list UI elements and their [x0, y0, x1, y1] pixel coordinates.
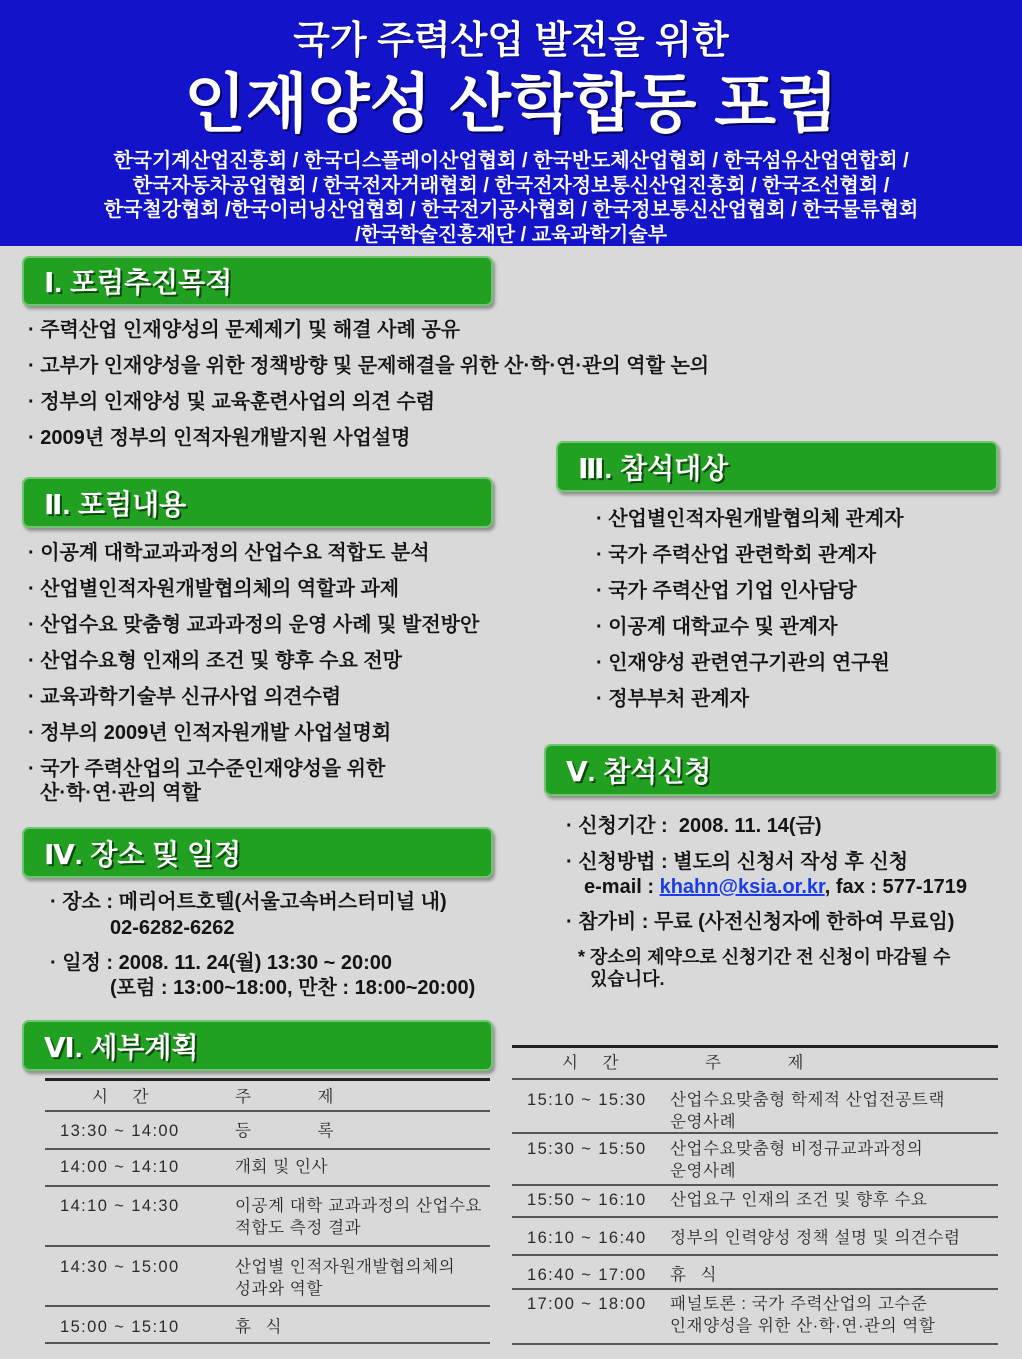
main-title: 인재양성 산학합동 포럼 — [184, 68, 838, 140]
table-row — [512, 1134, 998, 1186]
table-row — [512, 1256, 998, 1290]
topic-line: 산업별 인적자원개발협의체의 — [235, 1258, 456, 1276]
list-item: · 고부가 인재양성을 위한 정책방향 및 문제해결을 위한 산·학·연·관의 역할 논의 — [28, 355, 710, 377]
topic-line: 성과와 역할 — [235, 1280, 323, 1298]
topic-cell — [235, 1316, 490, 1338]
list-item: · 2009년 정부의 인적자원개발지원 사업설명 — [28, 427, 411, 449]
list-item: · 정부부처 관계자 — [596, 688, 750, 710]
purpose-list — [28, 312, 709, 456]
topic-line: 정부의 인력양성 정책 설명 및 의견수렴 — [670, 1229, 961, 1247]
list-item: · 산업별인적자원개발협의체 관계자 — [596, 508, 904, 530]
section-heading-attendees: Ⅲ. 참석대상 — [556, 441, 998, 492]
organizer-list — [0, 149, 1022, 248]
content-list — [28, 535, 479, 805]
topic-line: 운영사례 — [670, 1113, 737, 1131]
table-row — [45, 1247, 490, 1307]
time-cell: 16:10 ~ 16:40 — [527, 1229, 647, 1247]
topic-line: 인재양성을 위한 산·학·연·관의 역할 — [670, 1317, 936, 1335]
topic-cell — [670, 1264, 998, 1286]
time-cell: 14:00 ~ 14:10 — [60, 1158, 180, 1176]
table-header-row — [45, 1081, 490, 1112]
table-row — [512, 1218, 998, 1256]
list-item: · 이공계 대학교수 및 관계자 — [596, 616, 838, 638]
time-cell: 15:10 ~ 15:30 — [527, 1091, 647, 1109]
event-date: · 일정 : 2008. 11. 24(월) 13:30 ~ 20:00 — [50, 952, 393, 974]
time-cell: 14:30 ~ 15:00 — [60, 1258, 180, 1276]
topic-cell — [235, 1156, 490, 1178]
table-row — [512, 1080, 998, 1134]
list-item-line: · 국가 주력산업의 고수준인재양성을 위한 — [28, 758, 386, 780]
email-link[interactable]: khahn@ksia.or.kr — [659, 876, 825, 898]
registration-period: · 신청기간 : 2008. 11. 14(금) — [566, 815, 822, 837]
topic-line: 개회 및 인사 — [235, 1158, 329, 1176]
table-row — [45, 1307, 490, 1344]
topic-line: 산업요구 인재의 조건 및 향후 수요 — [670, 1191, 928, 1209]
topic-cell — [670, 1138, 998, 1182]
email-label: e-mail : — [584, 876, 660, 898]
list-item — [28, 751, 479, 805]
table-row — [45, 1112, 490, 1150]
topic-line: 패널토론 : 국가 주력산업의 고수준 — [670, 1295, 928, 1313]
topic-cell — [235, 1195, 490, 1239]
attendees-list — [596, 501, 904, 717]
time-cell: 14:10 ~ 14:30 — [60, 1197, 180, 1215]
section-heading-venue: Ⅳ. 장소 및 일정 — [22, 827, 493, 878]
topic-line: 운영사례 — [670, 1162, 737, 1180]
table-row — [45, 1187, 490, 1247]
section-heading-content: Ⅱ. 포럼내용 — [22, 477, 493, 528]
event-date-detail: (포럼 : 13:00~18:00, 만찬 : 18:00~20:00) — [110, 977, 476, 999]
time-cell: 15:30 ~ 15:50 — [527, 1140, 647, 1158]
registration-note: * 장소의 제약으로 신청기간 전 신청이 마감될 수 — [578, 947, 951, 967]
time-cell: 13:30 ~ 14:00 — [60, 1122, 180, 1140]
list-item: · 산업수요 맞춤형 교과과정의 운영 사례 및 발전방안 — [28, 614, 480, 636]
registration-contact — [584, 874, 967, 900]
topic-line: 휴 식 — [235, 1318, 287, 1336]
topic-line: 이공계 대학 교과과정의 산업수요 — [235, 1197, 483, 1215]
section-heading-schedule: Ⅵ. 세부계획 — [22, 1020, 493, 1071]
column-header-topic: 주 제 — [235, 1088, 365, 1106]
list-item: · 산업수요형 인재의 조건 및 향후 수요 전망 — [28, 650, 402, 672]
organizer-line: 한국자동차공업협회 / 한국전자거래협회 / 한국전자정보통신산업진흥회 / 한국조선협회 / — [132, 174, 890, 197]
table-row — [512, 1186, 998, 1218]
column-header-topic: 주 제 — [705, 1054, 835, 1072]
time-cell: 15:00 ~ 15:10 — [60, 1318, 180, 1336]
time-cell: 17:00 ~ 18:00 — [527, 1295, 647, 1313]
list-item: · 국가 주력산업 관련학회 관계자 — [596, 544, 877, 566]
list-item: · 이공계 대학교과과정의 산업수요 적합도 분석 — [28, 542, 430, 564]
topic-line: 적합도 측정 결과 — [235, 1219, 362, 1237]
topic-line: 등 록 — [235, 1122, 365, 1140]
topic-cell — [235, 1256, 490, 1300]
time-cell: 16:40 ~ 17:00 — [527, 1266, 647, 1284]
organizer-line: 한국철강협회 /한국이러닝산업협회 / 한국전기공사협회 / 한국정보통신산업협회 / 한국물류협회 — [103, 199, 919, 222]
schedule-table-second — [512, 1045, 998, 1345]
list-item: · 주력산업 인재양성의 문제제기 및 해결 사례 공유 — [28, 319, 460, 341]
registration-method: · 신청방법 : 별도의 신청서 작성 후 신청 — [566, 851, 909, 873]
topic-line: 휴 식 — [670, 1266, 722, 1284]
topic-cell — [235, 1120, 490, 1142]
topic-cell — [670, 1189, 998, 1211]
organizer-line: 한국기계산업진흥회 / 한국디스플레이산업협회 / 한국반도체산업협회 / 한국섬유산업연합회 / — [113, 150, 909, 172]
topic-line: 산업수요맞춤형 비정규교과과정의 — [670, 1140, 924, 1158]
table-row — [45, 1150, 490, 1187]
topic-cell — [670, 1227, 998, 1249]
organizer-line: /한국학술진흥재단 / 교육과학기술부 — [354, 224, 668, 247]
column-header-time: 시 간 — [92, 1088, 159, 1106]
venue-phone: 02-6282-6262 — [110, 917, 235, 939]
list-item: · 국가 주력산업 기업 인사담당 — [596, 580, 857, 602]
time-cell: 15:50 ~ 16:10 — [527, 1191, 647, 1209]
schedule-table-first — [45, 1078, 490, 1344]
table-header-row — [512, 1048, 998, 1080]
column-header-time: 시 간 — [562, 1054, 629, 1072]
section-heading-registration: Ⅴ. 참석신청 — [544, 744, 998, 796]
table-row — [512, 1290, 998, 1345]
list-item: · 정부의 인재양성 및 교육훈련사업의 의견 수렴 — [28, 391, 436, 413]
venue-place: · 장소 : 메리어트호텔(서울고속버스터미널 내) — [50, 891, 447, 913]
list-item: · 교육과학기술부 신규사업 의견수렴 — [28, 686, 342, 708]
list-item: · 인재양성 관련연구기관의 연구원 — [596, 652, 890, 674]
subtitle: 국가 주력산업 발전을 위한 — [293, 20, 729, 62]
list-item: · 정부의 2009년 인적자원개발 사업설명회 — [28, 722, 392, 744]
list-item-line: 산·학·연·관의 역할 — [40, 782, 201, 804]
topic-cell — [670, 1293, 998, 1337]
poster-header — [0, 0, 1022, 246]
topic-line: 산업수요맞춤형 학제적 산업전공트랙 — [670, 1091, 945, 1109]
registration-note: 있습니다. — [590, 969, 665, 989]
list-item: · 산업별인적자원개발협의체의 역할과 과제 — [28, 578, 400, 600]
topic-cell — [670, 1089, 998, 1133]
section-heading-purpose: Ⅰ. 포럼추진목적 — [22, 256, 493, 306]
fax-text: , fax : 577-1719 — [824, 876, 968, 898]
registration-fee: · 참가비 : 무료 (사전신청자에 한하여 무료임) — [566, 911, 955, 933]
